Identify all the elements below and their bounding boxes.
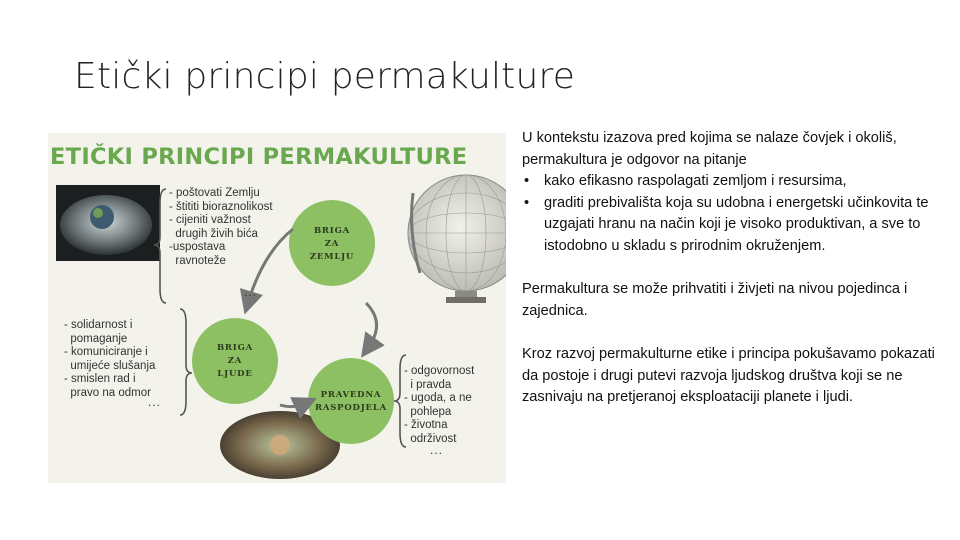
permaculture-ethics-illustration [48, 133, 506, 483]
slide-title: Etički principi permakulture [74, 56, 576, 97]
hands-earth-photo [56, 185, 160, 261]
circle-label-people: BRIGA ZA LJUDE [216, 343, 254, 379]
figure-heading: ETIČKI PRINCIPI PERMAKULTURE [50, 144, 468, 170]
intro-paragraph: U kontekstu izazova pred kojima se nalaze čovjek i okoliš, permakultura je odgovor na pitanje [522, 130, 897, 168]
people-notes-ellipsis: ... [148, 395, 162, 409]
slide-body-text [522, 128, 952, 409]
paragraph-development: Kroz razvoj permakulturne etike i principa pokušavamo pokazati da postoje i drugi putevi razvoja ljudskog društva koji se ne zasnivaju na pretjeranoj eksploataciji planete i ljudi. [522, 345, 935, 406]
circle-label-earth: BRIGA ZA ZEMLJU [309, 226, 355, 262]
globe-illustration [408, 175, 506, 303]
people-care-notes: - solidarnost i pomaganje - komuniciranje i umijeće slušanja - smislen rad i pravo na odmor [64, 319, 156, 399]
paragraph-individual-community: Permakultura se može prihvatiti i živjeti na nivou pojedinca i zajednica. [522, 281, 908, 319]
bullet-item: • graditi prebivališta koja su udobna i energetski učinkovita te uzgajati hranu na način koji je visoko produktivan, a sve to istodobno u skladu s prirodnim okruženjem. [522, 193, 952, 258]
earth-care-notes: - poštovati Zemlju - štititi bioraznolikost - cijeniti važnost drugih živih bića -uspostava ravnoteže [169, 187, 273, 267]
bullet-item: • kako efikasno raspolagati zemljom i resursima, [522, 171, 952, 193]
bullet-list [522, 171, 952, 257]
circle-label-fair-share: PRAVEDNA RASPODJELA [314, 390, 388, 413]
fair-share-notes: - odgovornost i pravda - ugoda, a ne pohlepa - životna održivost [404, 365, 475, 445]
earth-notes-ellipsis: ... [244, 285, 258, 299]
fair-share-notes-ellipsis: ... [430, 443, 444, 457]
